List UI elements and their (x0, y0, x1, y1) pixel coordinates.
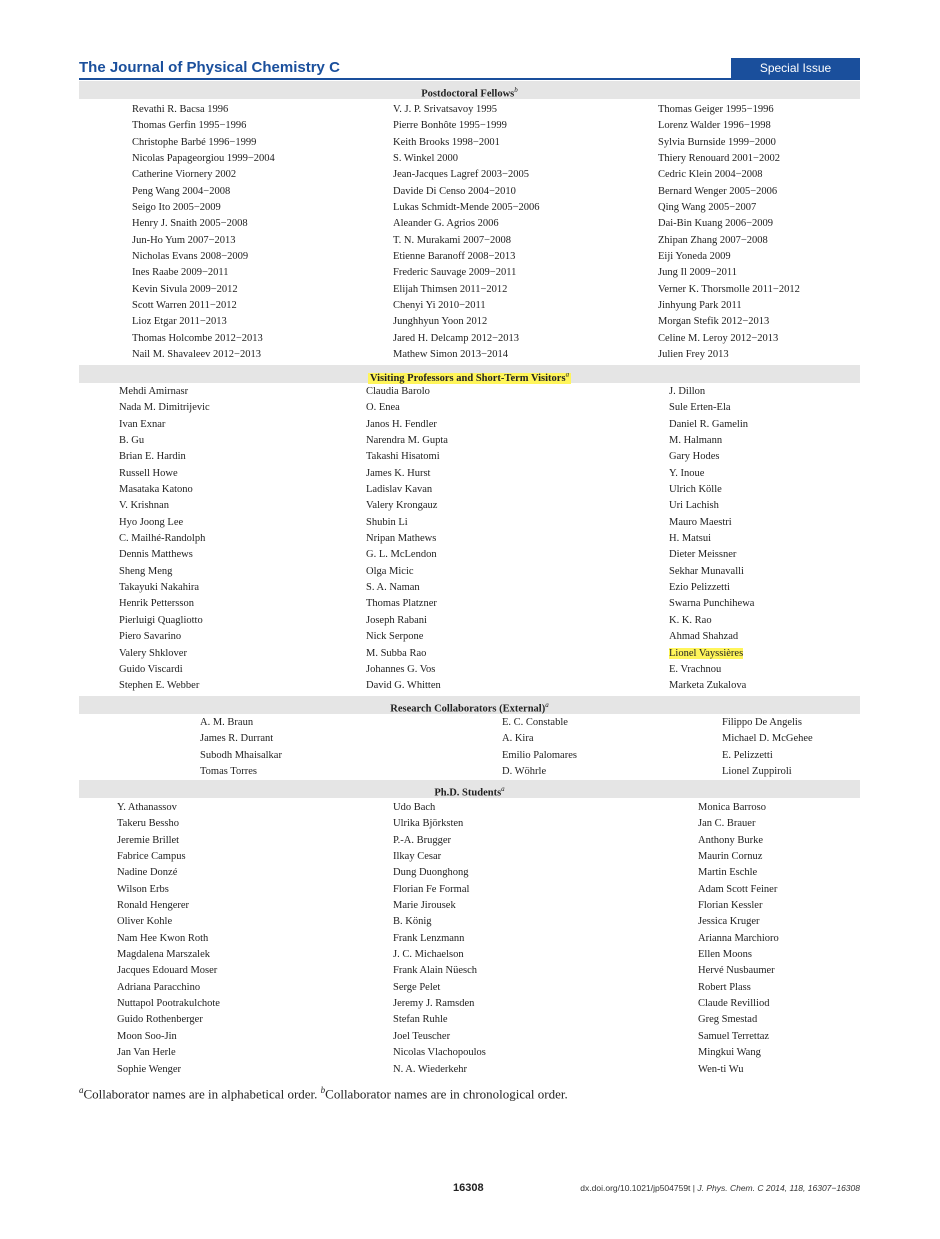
name-entry: V. J. P. Srivatsavoy 1995 (393, 104, 497, 115)
name-entry: B. König (393, 916, 432, 928)
name-entry: Robert Plass (698, 981, 751, 993)
name-entry: Pierre Bonhôte 1995−1999 (393, 120, 507, 132)
name-entry: A. Kira (502, 733, 534, 745)
name-entry: V. Krishnan (119, 500, 169, 512)
name-entry: Nripan Mathews (366, 533, 437, 545)
name-entry: Janos H. Fendler (366, 418, 437, 430)
name-entry: Filippo De Angelis (722, 717, 802, 728)
name-entry: Uri Lachish (669, 500, 719, 512)
section-title: Visiting Professors and Short-Term Visitors (369, 372, 566, 384)
name-entry: H. Matsui (669, 533, 711, 545)
name-entry: Ulrich Kölle (669, 484, 722, 496)
name-entry: Thomas Holcombe 2012−2013 (132, 332, 263, 344)
name-entry: Kevin Sivula 2009−2012 (132, 283, 238, 295)
name-entry: Pierluigi Quagliotto (119, 614, 203, 626)
name-entry: Serge Pelet (393, 981, 441, 993)
name-entry: Brian E. Hardin (119, 451, 186, 463)
name-entry: Celine M. Leroy 2012−2013 (658, 332, 779, 344)
name-entry: Piero Savarino (119, 631, 182, 643)
name-entry: Takeru Bessho (117, 818, 179, 830)
name-entry: Henry J. Snaith 2005−2008 (132, 218, 248, 230)
name-entry: E. Vrachnou (669, 663, 722, 675)
issue-type-badge: Special Issue (731, 58, 860, 78)
name-entry: Claude Revilliod (698, 998, 770, 1010)
name-entry: Oliver Kohle (117, 916, 173, 928)
name-entry: Jan C. Brauer (698, 818, 756, 830)
name-entry: Jeremie Brillet (117, 834, 180, 846)
name-entry: Cedric Klein 2004−2008 (658, 169, 763, 181)
footnote-marker-b: b (320, 1085, 326, 1095)
name-entry: Olga Micic (366, 565, 414, 577)
name-entry: Joel Teuscher (393, 1030, 451, 1042)
name-entry: Keith Brooks 1998−2001 (393, 136, 500, 148)
name-entry: Florian Kessler (698, 900, 763, 912)
name-entry: Thomas Platzner (366, 598, 437, 610)
name-entry: B. Gu (119, 435, 145, 447)
name-entry: Masataka Katono (119, 484, 193, 496)
name-entry: Claudia Barolo (366, 386, 430, 397)
name-entry: N. A. Wiederkehr (393, 1063, 468, 1075)
name-entry: Guido Viscardi (119, 663, 183, 675)
name-entry: Nick Serpone (366, 631, 424, 643)
name-entry: Ahmad Shahzad (669, 631, 739, 643)
name-entry: Gary Hodes (669, 451, 720, 463)
name-entry: Lioz Etgar 2011−2013 (132, 316, 227, 328)
name-entry: Ezio Pelizzetti (669, 582, 730, 594)
name-entry: Eiji Yoneda 2009 (658, 251, 731, 263)
name-entry: Elijah Thimsen 2011−2012 (393, 283, 508, 295)
name-entry: Mehdi Amirnasr (119, 386, 189, 397)
name-entry: Nicolas Papageorgiou 1999−2004 (132, 153, 275, 165)
name-entry: Sylvia Burnside 1999−2000 (658, 136, 776, 148)
name-entry: M. Halmann (669, 435, 723, 447)
name-entry: Samuel Terrettaz (698, 1030, 770, 1042)
name-entry: J. C. Michaelson (393, 949, 464, 961)
name-entry: Monica Barroso (698, 802, 766, 813)
name-entry: James K. Hurst (366, 467, 431, 479)
name-entry: Dung Duonghong (393, 867, 469, 879)
section-heading-phd (79, 780, 860, 798)
name-entry: Etienne Baranoff 2008−2013 (393, 251, 516, 263)
name-entry: Lionel Zuppiroli (722, 766, 792, 778)
name-entry: Valery Shklover (119, 647, 187, 659)
highlighted-name: Lionel Vayssières (669, 647, 744, 659)
name-entry: Emilio Palomares (502, 749, 577, 761)
section-title: Ph.D. Students (434, 787, 502, 799)
name-entry: Swarna Punchihewa (669, 598, 755, 610)
name-entry: Nail M. Shavaleev 2012−2013 (132, 349, 261, 361)
name-entry: Dai-Bin Kuang 2006−2009 (658, 218, 773, 230)
name-entry: Sophie Wenger (117, 1063, 181, 1075)
name-entry: P.-A. Brugger (393, 834, 452, 846)
name-entry: Thomas Gerfin 1995−1996 (132, 120, 247, 132)
name-entry: E. C. Constable (502, 717, 568, 728)
collab-column-1 (200, 715, 282, 780)
name-entry: Stefan Ruhle (393, 1014, 448, 1026)
name-entry: Frank Lenzmann (393, 932, 465, 944)
name-entry: Thiery Renouard 2001−2002 (658, 153, 780, 165)
name-entry: Nicolas Vlachopoulos (393, 1047, 486, 1059)
visiting-column-3 (669, 384, 754, 695)
name-entry: Michael D. McGehee (722, 733, 813, 745)
name-entry: Frank Alain Nüesch (393, 965, 477, 977)
name-entry: Junghhyun Yoon 2012 (393, 316, 488, 328)
name-entry: Narendra M. Gupta (366, 435, 448, 447)
postdoc-column-1 (132, 102, 275, 364)
name-entry: Catherine Viornery 2002 (132, 169, 237, 181)
doi-citation: dx.doi.org/10.1021/jp504759t | J. Phys. Chem. C 2014, 118, 16307−16308 (580, 1183, 860, 1193)
name-entry: Peng Wang 2004−2008 (132, 185, 231, 197)
name-entry: Stephen E. Webber (119, 680, 200, 692)
name-entry: Jessica Kruger (698, 916, 760, 928)
name-entry: Mauro Maestri (669, 516, 732, 528)
name-entry: David G. Whitten (366, 680, 441, 692)
name-entry: Jinhyung Park 2011 (658, 300, 742, 312)
name-entry: Thomas Geiger 1995−1996 (658, 104, 774, 115)
name-entry: E. Pelizzetti (722, 749, 773, 761)
name-entry: Greg Smestad (698, 1014, 758, 1026)
name-entry: Nuttapol Pootrakulchote (117, 998, 220, 1010)
footnote-marker: b (514, 86, 518, 94)
section-heading-collaborators (79, 696, 860, 714)
section-title: Research Collaborators (External) (390, 703, 546, 715)
name-entry: Arianna Marchioro (698, 932, 779, 944)
name-entry: Udo Bach (393, 802, 436, 813)
name-entry: Maurin Cornuz (698, 851, 763, 863)
name-entry: S. A. Naman (366, 582, 420, 594)
visiting-column-1 (119, 384, 210, 695)
name-entry: Davide Di Censo 2004−2010 (393, 185, 516, 197)
name-entry: Revathi R. Bacsa 1996 (132, 104, 229, 115)
name-entry: Julien Frey 2013 (658, 349, 729, 361)
page-number: 16308 (453, 1182, 484, 1194)
name-entry: Sekhar Munavalli (669, 565, 744, 577)
name-entry: Nicholas Evans 2008−2009 (132, 251, 249, 263)
collab-column-3 (722, 715, 813, 780)
name-entry: Wilson Erbs (117, 883, 169, 895)
journal-header (79, 58, 860, 80)
name-entry: Adam Scott Feiner (698, 883, 778, 895)
phd-column-1 (117, 800, 220, 1078)
name-entry: Ronald Hengerer (117, 900, 190, 912)
name-entry: Fabrice Campus (117, 851, 186, 863)
name-entry: Shubin Li (366, 516, 408, 528)
postdoc-column-2 (393, 102, 540, 364)
footnote-marker: a (501, 785, 505, 793)
name-entry: Lukas Schmidt-Mende 2005−2006 (393, 202, 540, 214)
name-entry: Russell Howe (119, 467, 178, 479)
name-entry: M. Subba Rao (366, 647, 427, 659)
name-entry: Ellen Moons (698, 949, 752, 961)
name-entry: Lorenz Walder 1996−1998 (658, 120, 771, 132)
name-entry: Valery Krongauz (366, 500, 438, 512)
name-entry: D. Wöhrle (502, 766, 547, 778)
name-entry: Dieter Meissner (669, 549, 737, 561)
name-entry: Zhipan Zhang 2007−2008 (658, 234, 768, 246)
name-entry: Henrik Pettersson (119, 598, 194, 610)
section-title: Postdoctoral Fellows (421, 88, 515, 100)
name-entry: Johannes G. Vos (366, 663, 436, 675)
name-entry: Tomas Torres (200, 766, 257, 778)
name-entry: James R. Durrant (200, 733, 274, 745)
name-entry: Marketa Zukalova (669, 680, 747, 692)
journal-title: The Journal of Physical Chemistry C (79, 59, 340, 76)
name-entry: Bernard Wenger 2005−2006 (658, 185, 778, 197)
name-entry: Ilkay Cesar (393, 851, 442, 863)
name-entry: Hervé Nusbaumer (698, 965, 775, 977)
name-entry: Dennis Matthews (119, 549, 193, 561)
footnote-marker: a (565, 370, 570, 378)
name-entry: Florian Fe Formal (393, 883, 470, 895)
name-entry: Y. Athanassov (117, 802, 177, 813)
name-entry: Mathew Simon 2013−2014 (393, 349, 509, 361)
name-entry: T. N. Murakami 2007−2008 (393, 234, 512, 246)
name-entry: Takayuki Nakahira (119, 582, 200, 594)
name-entry: Chenyi Yi 2010−2011 (393, 300, 486, 312)
footnote-marker-a: a (79, 1085, 84, 1095)
citation-text: J. Phys. Chem. C 2014, 118, 16307−16308 (697, 1183, 860, 1193)
name-entry: Jean-Jacques Lagref 2003−2005 (393, 169, 529, 181)
name-entry: Guido Rothenberger (117, 1014, 203, 1026)
name-entry: Jun-Ho Yum 2007−2013 (132, 234, 236, 246)
name-entry: Mingkui Wang (698, 1047, 761, 1059)
postdoc-column-3 (658, 102, 800, 364)
section-heading-visiting (79, 365, 860, 383)
name-entry: Marie Jirousek (393, 900, 456, 912)
name-entry: C. Mailhé-Randolph (119, 533, 206, 545)
name-entry: Ines Raabe 2009−2011 (132, 267, 229, 279)
name-entry: Morgan Stefik 2012−2013 (658, 316, 770, 328)
name-entry (669, 646, 754, 662)
name-entry: Sule Erten-Ela (669, 402, 731, 414)
name-entry: Wen-ti Wu (698, 1063, 744, 1075)
name-entry: Subodh Mhaisalkar (200, 749, 282, 761)
doi-link: dx.doi.org/10.1021/jp504759t (580, 1183, 691, 1193)
name-entry: Joseph Rabani (366, 614, 427, 626)
name-entry: Anthony Burke (698, 834, 764, 846)
name-entry: Nadine Donzé (117, 867, 178, 879)
name-entry: Sheng Meng (119, 565, 173, 577)
name-entry: Verner K. Thorsmolle 2011−2012 (658, 283, 800, 295)
name-entry: Jung Il 2009−2011 (658, 267, 738, 279)
name-entry: Christophe Barbé 1996−1999 (132, 136, 257, 148)
name-entry: Y. Inoue (669, 467, 705, 479)
name-entry: Ulrika Björksten (393, 818, 464, 830)
name-entry: Ladislav Kavan (366, 484, 433, 496)
name-entry: G. L. McLendon (366, 549, 437, 561)
footnote-text-b: Collaborator names are in chronological order. (325, 1086, 568, 1102)
name-entry: Jared H. Delcamp 2012−2013 (393, 332, 520, 344)
name-entry: K. K. Rao (669, 614, 712, 626)
name-entry: J. Dillon (669, 386, 706, 397)
name-entry: Jeremy J. Ramsden (393, 998, 475, 1010)
section-heading-postdoc (79, 81, 860, 99)
name-entry: Daniel R. Gamelin (669, 418, 749, 430)
name-entry: Frederic Sauvage 2009−2011 (393, 267, 517, 279)
name-entry: S. Winkel 2000 (393, 153, 459, 165)
name-entry: Jacques Edouard Moser (117, 965, 218, 977)
phd-column-3 (698, 800, 779, 1078)
visiting-column-2 (366, 384, 448, 695)
name-entry: Adriana Paracchino (117, 981, 201, 993)
name-entry: Martin Eschle (698, 867, 758, 879)
name-entry: Nada M. Dimitrijevic (119, 402, 210, 414)
phd-column-2 (393, 800, 486, 1078)
name-entry: Magdalena Marszalek (117, 949, 210, 961)
name-entry: Aleander G. Agrios 2006 (393, 218, 499, 230)
footnote-marker: a (545, 701, 549, 709)
collab-column-2 (502, 715, 577, 780)
name-entry: Scott Warren 2011−2012 (132, 300, 237, 312)
name-entry: A. M. Braun (200, 717, 254, 728)
name-entry: Jan Van Herle (117, 1047, 176, 1059)
name-entry: Nam Hee Kwon Roth (117, 932, 209, 944)
table-footnote (79, 1081, 568, 1103)
name-entry: Hyo Joong Lee (119, 516, 184, 528)
name-entry: Seigo Ito 2005−2009 (132, 202, 221, 214)
name-entry: O. Enea (366, 402, 400, 414)
name-entry: Takashi Hisatomi (366, 451, 440, 463)
name-entry: Moon Soo-Jin (117, 1030, 177, 1042)
name-entry: Qing Wang 2005−2007 (658, 202, 757, 214)
name-entry: Ivan Exnar (119, 418, 166, 430)
footnote-text-a: Collaborator names are in alphabetical order. (83, 1086, 318, 1102)
